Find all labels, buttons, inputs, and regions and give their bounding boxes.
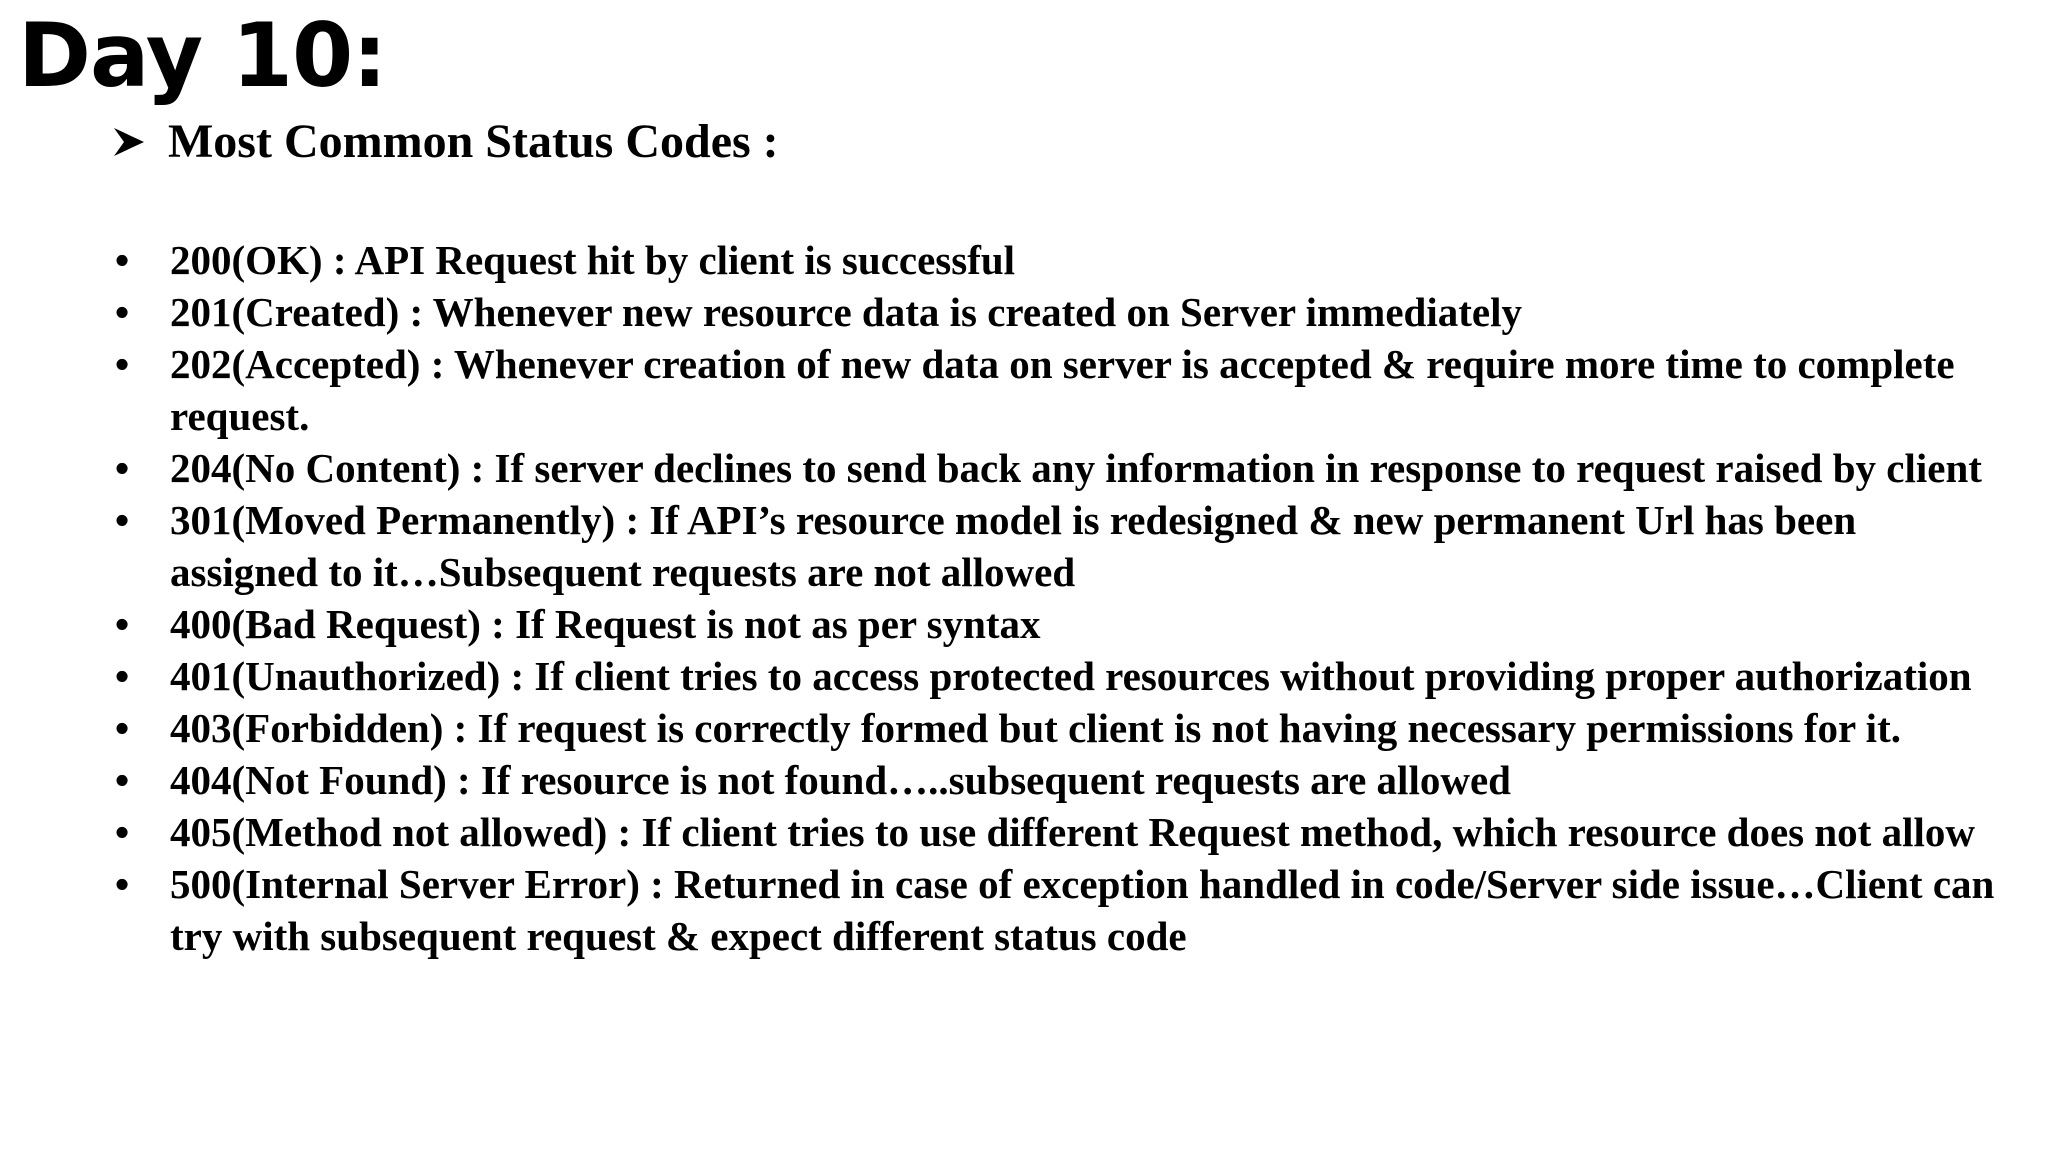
bullet-dot: •	[114, 341, 130, 387]
section-heading: Most Common Status Codes :	[168, 115, 779, 168]
list-item	[112, 598, 2012, 650]
list-item-text: 201(Created) : Whenever new resource data is created on Server immediately	[170, 289, 1522, 335]
list-item	[112, 338, 2012, 442]
bullet-dot: •	[114, 653, 130, 699]
list-item-text: 500(Internal Server Error) : Returned in case of exception handled in code/Server side issue…Client can try with subsequent request & expect different status code	[170, 861, 1995, 959]
list-item-text: 200(OK) : API Request hit by client is successful	[170, 237, 1016, 283]
list-item	[112, 806, 2012, 858]
section-heading-row	[112, 110, 779, 174]
list-item-text: 202(Accepted) : Whenever creation of new data on server is accepted & require more time to complete request.	[170, 341, 1955, 439]
bullet-dot: •	[114, 497, 130, 543]
list-item-text: 404(Not Found) : If resource is not found…..subsequent requests are allowed	[170, 757, 1511, 803]
list-item	[112, 234, 2012, 286]
bullet-dot: •	[114, 289, 130, 335]
bullet-dot: •	[114, 237, 130, 283]
list-item	[112, 442, 2012, 494]
bullet-dot: •	[114, 705, 130, 751]
list-item	[112, 494, 2012, 598]
list-item	[112, 650, 2012, 702]
arrowhead-bullet-icon	[112, 125, 146, 159]
list-item-text: 403(Forbidden) : If request is correctly formed but client is not having necessary permissions for it.	[170, 705, 1901, 751]
bullet-dot: •	[114, 601, 130, 647]
list-item	[112, 702, 2012, 754]
list-item	[112, 754, 2012, 806]
list-item-text: 401(Unauthorized) : If client tries to access protected resources without providing proper authorization	[170, 653, 1972, 699]
bullet-dot: •	[114, 757, 130, 803]
list-item-text: 301(Moved Permanently) : If API’s resource model is redesigned & new permanent Url has been assigned to it…Subsequent requests are not allowed	[170, 497, 1857, 595]
status-code-list	[112, 234, 2012, 962]
bullet-dot: •	[114, 861, 130, 907]
list-item-text: 405(Method not allowed) : If client tries to use different Request method, which resource does not allow	[170, 809, 1975, 855]
list-item-text: 400(Bad Request) : If Request is not as per syntax	[170, 601, 1041, 647]
list-item	[112, 286, 2012, 338]
list-item-text: 204(No Content) : If server declines to send back any information in response to request raised by client	[170, 445, 1982, 491]
list-item	[112, 858, 2012, 962]
page-title: Day 10:	[18, 4, 387, 107]
bullet-dot: •	[114, 809, 130, 855]
bullet-dot: •	[114, 445, 130, 491]
